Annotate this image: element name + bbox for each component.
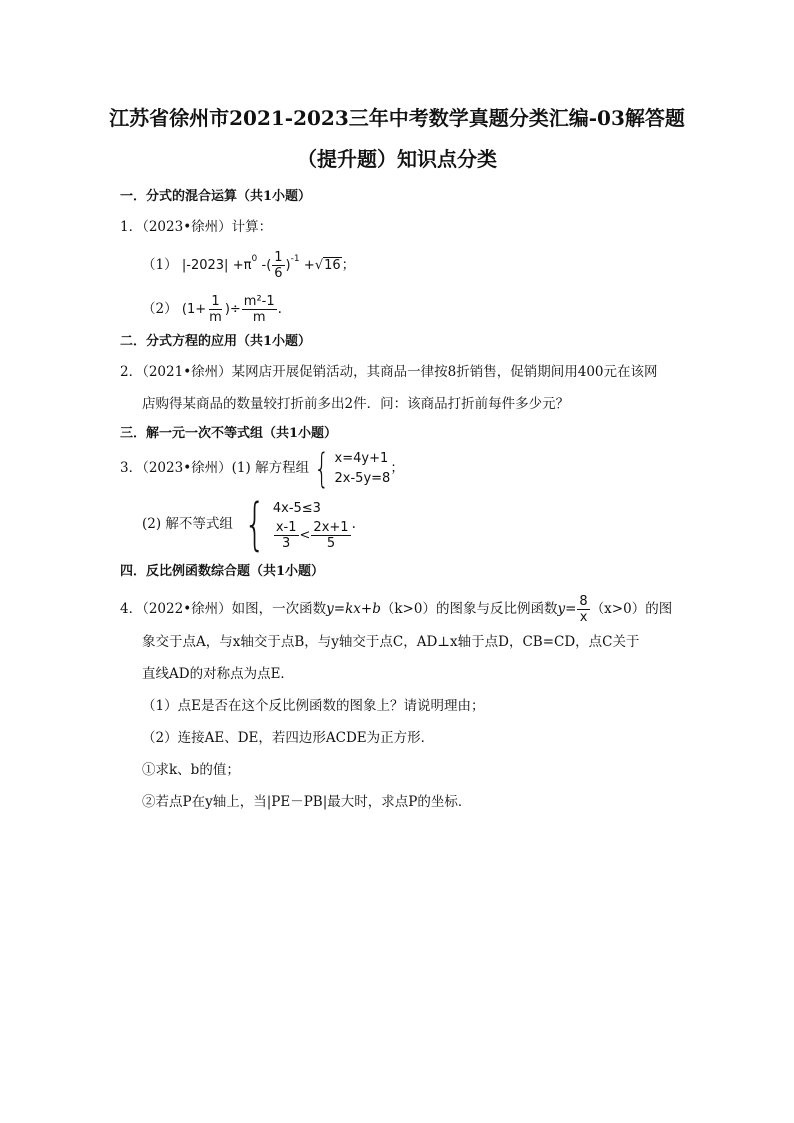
- period: .: [277, 301, 282, 317]
- left-brace: {: [244, 491, 266, 557]
- equation-1: x=4y+1: [334, 450, 389, 466]
- section-heading-2: 二．分式方程的应用（共1小题）: [120, 334, 312, 349]
- abs-value-expr: |-2023|: [181, 258, 229, 273]
- question-4-line-3: 直线AD的对称点为点E．: [142, 666, 294, 682]
- question-4-lead: 4．（2022•徐州）如图，一次函数: [120, 601, 327, 617]
- question-4-condition: （k>0）的图象与反比例函数: [380, 601, 558, 617]
- semicolon: ；: [390, 460, 404, 476]
- semicolon: ；: [341, 257, 356, 273]
- exponent-neg-one: -1: [290, 254, 300, 264]
- fraction-numerator: 2x+1: [313, 520, 349, 535]
- question-4-sub-3: ①求k、b的值；: [142, 762, 240, 778]
- fraction-denominator: m: [252, 310, 266, 325]
- y-equals: y=: [557, 601, 577, 617]
- fraction-m2-minus-1-over-m: [242, 294, 277, 325]
- fraction-numerator: 1: [274, 250, 283, 265]
- fraction-numerator: x-1: [275, 520, 297, 535]
- close-paren-divide: )÷: [224, 302, 241, 317]
- part-label: （2）: [142, 301, 178, 317]
- question-3-part-1: [120, 445, 404, 492]
- document-title-line-1: 江苏省徐州市2021-2023三年中考数学真题分类汇编-03解答题: [109, 106, 685, 130]
- less-than: <: [299, 528, 311, 543]
- fraction-2x-plus-1-over-5: [311, 520, 350, 551]
- fraction-one-sixth: [272, 250, 284, 281]
- question-3-lead: 3．（2023•徐州）(1) 解方程组: [120, 460, 310, 476]
- minus-open-paren: -(: [261, 258, 272, 273]
- sqrt-radicand: 16: [324, 258, 341, 273]
- exponent-zero: 0: [251, 254, 258, 264]
- left-brace: {: [314, 445, 330, 492]
- inequality-2: [273, 520, 352, 551]
- question-4-sub-4: ②若点P在y轴上，当|PE－PB|最大时，求点P的坐标．: [142, 794, 472, 810]
- inequality-1: 4x-5≤3: [272, 501, 321, 516]
- fraction-denominator: m: [209, 310, 222, 325]
- question-3-part-2: [142, 491, 356, 557]
- period: .: [351, 516, 356, 532]
- fraction-x-minus-1-over-3: [274, 520, 299, 551]
- question-2-line-1: 2．（2021•徐州）某网店开展促销活动，其商品一律按8折销售，促销期间用400元在该网: [120, 364, 658, 380]
- sqrt-symbol: √: [314, 258, 324, 273]
- fraction-denominator: 3: [282, 536, 291, 551]
- plus-sign: +: [303, 258, 315, 273]
- close-paren: ): [285, 258, 291, 273]
- question-4-line-2: 象交于点A，与x轴交于点B，与y轴交于点C，AD⊥x轴于点D，CB=CD，点C关于: [142, 634, 640, 650]
- open-paren-one-plus: (1+: [181, 302, 207, 317]
- question-4-sub-2: （2）连接AE、DE，若四边形ACDE为正方形．: [142, 730, 435, 746]
- section-heading-1: 一．分式的混合运算（共1小题）: [120, 189, 312, 204]
- fraction-one-over-m: [207, 294, 224, 325]
- section-heading-3: 三．解一元一次不等式组（共1小题）: [120, 426, 338, 441]
- equation-2: 2x-5y=8: [334, 470, 391, 486]
- fraction-numerator: 1: [211, 294, 220, 309]
- fraction-8-over-x: [577, 594, 589, 625]
- fraction-numerator: 8: [579, 594, 588, 609]
- fraction-numerator: m²-1: [243, 294, 275, 309]
- question-2-line-2: 店购得某商品的数量较打折前多出2件．问：该商品打折前每件多少元？: [142, 396, 570, 412]
- document-title-line-2: （提升题）知识点分类: [297, 147, 497, 171]
- part-label: （1）: [142, 257, 178, 273]
- question-1-part-2: [142, 292, 282, 327]
- section-heading-4: 四．反比例函数综合题（共1小题）: [120, 564, 325, 579]
- fraction-denominator: x: [579, 610, 588, 625]
- inequality-system: [273, 498, 352, 551]
- fraction-denominator: 6: [274, 266, 283, 281]
- plus-pi: +π: [232, 258, 252, 273]
- question-4-line-1: [120, 592, 672, 626]
- question-1-intro: 1．（2023•徐州）计算：: [120, 219, 273, 235]
- question-3-part-2-lead: (2) 解不等式组: [142, 516, 233, 532]
- question-4-line-1-end: （x>0）的图: [590, 601, 673, 617]
- fraction-denominator: 5: [326, 536, 336, 551]
- question-4-sub-1: （1）点E是否在这个反比例函数的图象上？请说明理由；: [142, 698, 485, 714]
- question-1-part-1: [142, 250, 355, 282]
- equation-system: [335, 449, 391, 489]
- linear-function-expr: y=kx+b: [326, 601, 381, 617]
